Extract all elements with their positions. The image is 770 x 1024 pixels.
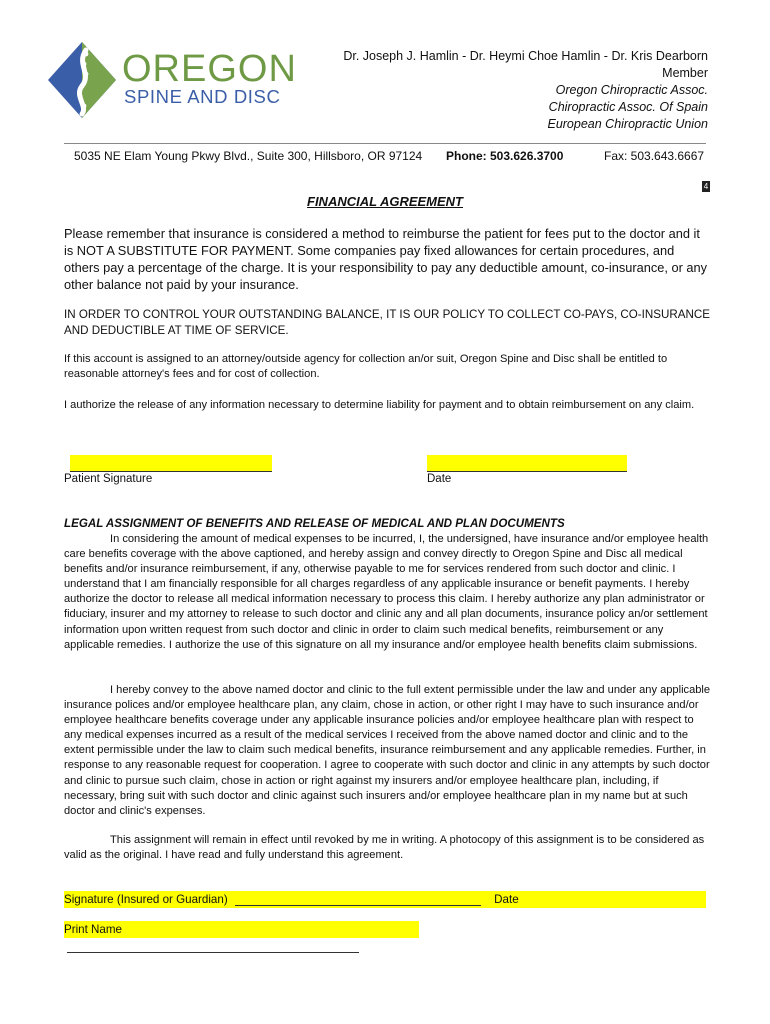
print-name-label: Print Name	[64, 923, 122, 936]
legal-paragraph-1: In considering the amount of medical expenses to be incurred, I, the undersigned, have insurance and/or employee health care benefits coverage with the above captioned, and hereby assign and convey directly to Oregon Spine and Disc all medical benefits and/or insurance reimbursement, if any, otherwise payable to me for services rendered from such doctor and clinic. I understand that I am financially responsible for all charges regardless of any applicable insurance or benefit payments. I hereby authorize the doctor to release all medical information necessary to process this claim. I hereby authorize any plan administrator or fiduciary, insurer and my attorney to release to such doctor and clinic any and all plan documents, insurance policy an/or settlement information upon written request from such doctor and clinic in order to claim such medical benefits, reimbursement or any applicable remedies. I authorize the use of this signature on all my insurance and/or employee health benefits claim submissions.	[64, 533, 709, 651]
logo-wordmark: OREGON	[122, 48, 297, 90]
spine-logo-icon	[46, 40, 118, 120]
logo-tagline: SPINE AND DISC	[124, 86, 281, 107]
page-marker: 4	[703, 182, 709, 191]
member-label: Member	[662, 66, 708, 80]
policy-paragraph: IN ORDER TO CONTROL YOUR OUTSTANDING BALANCE, IT IS OUR POLICY TO COLLECT CO-PAYS, CO-INSURANCE AND DEDUCTIBLE AT TIME OF SERVICE.	[64, 308, 710, 337]
insurance-paragraph: Please remember that insurance is considered a method to reimburse the patient for fees put to the doctor and it is NOT A SUBSTITUTE FOR PAYMENT. Some companies pay fixed allowances for certain procedures, and others pay a percentage of the charge. It is your responsibility to pay any deductible amount, co-insurance, or any other balance not paid by your insurance.	[64, 226, 708, 292]
collection-paragraph: If this account is assigned to an attorney/outside agency for collection an/or suit, Oregon Spine and Disc shall be entitled to reasonable attorney's fees and for cost of collection.	[64, 353, 668, 381]
print-name-row	[64, 921, 419, 938]
fax-number: Fax: 503.643.6667	[604, 149, 705, 163]
date-label-2: Date	[494, 893, 519, 906]
insured-signature-row	[64, 891, 706, 908]
association-2: Chiropractic Assoc. Of Spain	[548, 100, 708, 114]
authorization-paragraph: I authorize the release of any information necessary to determine liability for payment and to obtain reimbursement on any claim.	[64, 399, 695, 411]
legal-heading: LEGAL ASSIGNMENT OF BENEFITS AND RELEASE OF MEDICAL AND PLAN DOCUMENTS	[64, 517, 565, 530]
patient-signature-label: Patient Signature	[64, 473, 153, 485]
print-name-field[interactable]	[67, 940, 359, 953]
doctors-block	[343, 48, 708, 133]
phone-number: Phone: 503.626.3700	[446, 149, 564, 163]
legal-paragraph-2: I hereby convey to the above named doctor and clinic to the full extent permissible under the law and under any applicable insurance polices and/or employee healthcare plan, any claim, chose in action, or other right I may have to such insurance and/or employee healthcare benefits coverage under any applicable insurance policies and/or employee healthcare plan with respect to any medical expenses incurred as a result of the medical services I received from the above named doctor and clinic and to the extent permissible under the law to claim such medical benefits, insurance reimbursement and any applicable remedies. Further, in response to any reasonable request for cooperation. I agree to cooperate with such doctor and clinic in any attempts by such doctor and clinic to pursue such claim, chose in action or right against my insurers and/or employee healthcare plan, including, if necessary, bring suit with such doctor and clinic against such insurers and/or employee healthcare plan in my name but at such doctor and clinic's expenses.	[64, 684, 711, 817]
street-address: 5035 NE Elam Young Pkwy Blvd., Suite 300, Hillsboro, OR 97124	[74, 149, 423, 163]
insured-signature-label: Signature (Insured or Guardian)	[64, 893, 228, 906]
association-3: European Chiropractic Union	[547, 117, 708, 131]
insured-signature-field[interactable]	[235, 893, 481, 906]
document-title: FINANCIAL AGREEMENT	[307, 194, 463, 209]
association-1: Oregon Chiropractic Assoc.	[555, 83, 708, 97]
patient-signature-field[interactable]	[70, 455, 272, 472]
date-field-1[interactable]	[427, 455, 627, 472]
header-divider	[64, 143, 706, 144]
date-label-1: Date	[427, 473, 452, 485]
legal-paragraph-3: This assignment will remain in effect until revoked by me in writing. A photocopy of this assignment is to be considered as valid as the original. I have read and fully understand this agreement.	[64, 834, 705, 862]
doctor-names: Dr. Joseph J. Hamlin - Dr. Heymi Choe Hamlin - Dr. Kris Dearborn	[343, 49, 708, 63]
